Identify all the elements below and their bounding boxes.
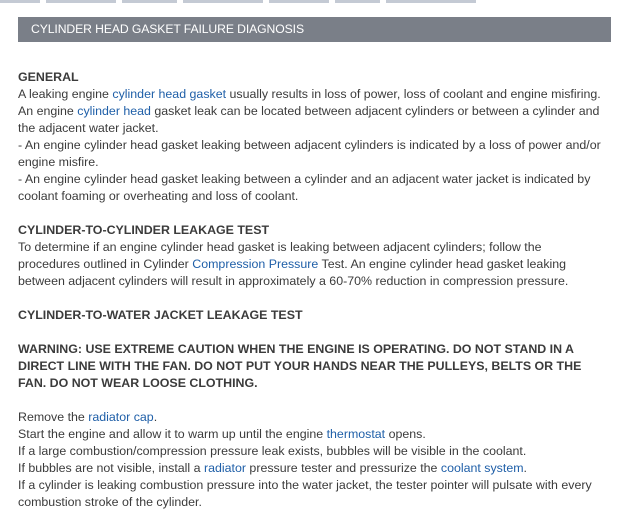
text-segment: An engine	[18, 104, 78, 118]
text-segment: Test. An engine cylinder head gasket leaking between adjacent cylinders will result in approximately a 60-70% reduction in compression pressure.	[18, 257, 569, 288]
text-segment: opens.	[385, 427, 426, 441]
text-segment: If bubbles are not visible, install a	[18, 461, 204, 475]
text-segment: To determine if an engine cylinder head gasket is leaking between adjacent cylinders; follow the procedures outlined in Cylinder	[18, 240, 542, 271]
cylinder-to-cylinder-paragraph	[18, 239, 604, 290]
cylinder-head-gasket-link[interactable]: cylinder head gasket	[112, 87, 227, 101]
spacer	[18, 205, 604, 222]
radiator-link[interactable]: radiator	[203, 461, 246, 475]
spacer	[18, 290, 604, 307]
text-segment: gasket leak can be located between adjacent cylinders or between a cylinder and the adjacent water jacket.	[18, 104, 600, 135]
section-title: CYLINDER HEAD GASKET FAILURE DIAGNOSIS	[31, 22, 304, 36]
article-body	[18, 69, 604, 511]
cropped-top-text	[0, 0, 627, 6]
coolant-system-link[interactable]: coolant system	[440, 461, 524, 475]
step-start-engine	[18, 426, 604, 443]
warning-text: WARNING: USE EXTREME CAUTION WHEN THE ENGINE IS OPERATING. DO NOT STAND IN A DIRECT LINE WITH THE FAN. DO NOT PUT YOUR HANDS NEAR THE PULLEYS, BELTS OR THE FAN. DO NOT WEAR LOOSE CLOTHING.	[18, 342, 582, 390]
text-segment: usually results in loss of power, loss of coolant and engine misfiring.	[226, 87, 601, 101]
general-paragraph-2	[18, 103, 604, 137]
text-segment: A leaking engine	[18, 87, 113, 101]
step-remove-radiator-cap	[18, 409, 604, 426]
section-title-banner	[18, 17, 611, 42]
text-segment: Start the engine and allow it to warm up until the engine	[18, 427, 327, 441]
step-tester-pointer: If a cylinder is leaking combustion pressure into the water jacket, the tester pointer will pulsate with every combustion stroke of the cylinder.	[18, 478, 592, 509]
spacer	[18, 392, 604, 409]
general-paragraph-1	[18, 86, 604, 103]
spacer	[18, 324, 604, 341]
step-install-tester	[18, 460, 604, 477]
compression-pressure-link[interactable]: Compression Pressure	[192, 257, 319, 271]
cylinder-to-water-jacket-heading: CYLINDER-TO-WATER JACKET LEAKAGE TEST	[18, 308, 303, 322]
general-bullet-1: - An engine cylinder head gasket leaking between adjacent cylinders is indicated by a loss of power and/or engine misfire.	[18, 138, 601, 169]
general-heading: GENERAL	[18, 70, 79, 84]
general-bullet-2: - An engine cylinder head gasket leaking between a cylinder and an adjacent water jacket is indicated by coolant foaming or overheating and loss of coolant.	[18, 172, 591, 203]
text-segment: .	[153, 410, 158, 424]
radiator-cap-link[interactable]: radiator cap	[88, 410, 154, 424]
step-bubbles-visible: If a large combustion/compression pressure leak exists, bubbles will be visible in the coolant.	[18, 444, 527, 458]
cylinder-to-cylinder-heading: CYLINDER-TO-CYLINDER LEAKAGE TEST	[18, 223, 270, 237]
cylinder-head-link[interactable]: cylinder head	[77, 104, 151, 118]
text-segment: .	[523, 461, 527, 475]
text-segment: Remove the	[18, 410, 89, 424]
thermostat-link[interactable]: thermostat	[326, 427, 386, 441]
text-segment: pressure tester and pressurize the	[245, 461, 441, 475]
